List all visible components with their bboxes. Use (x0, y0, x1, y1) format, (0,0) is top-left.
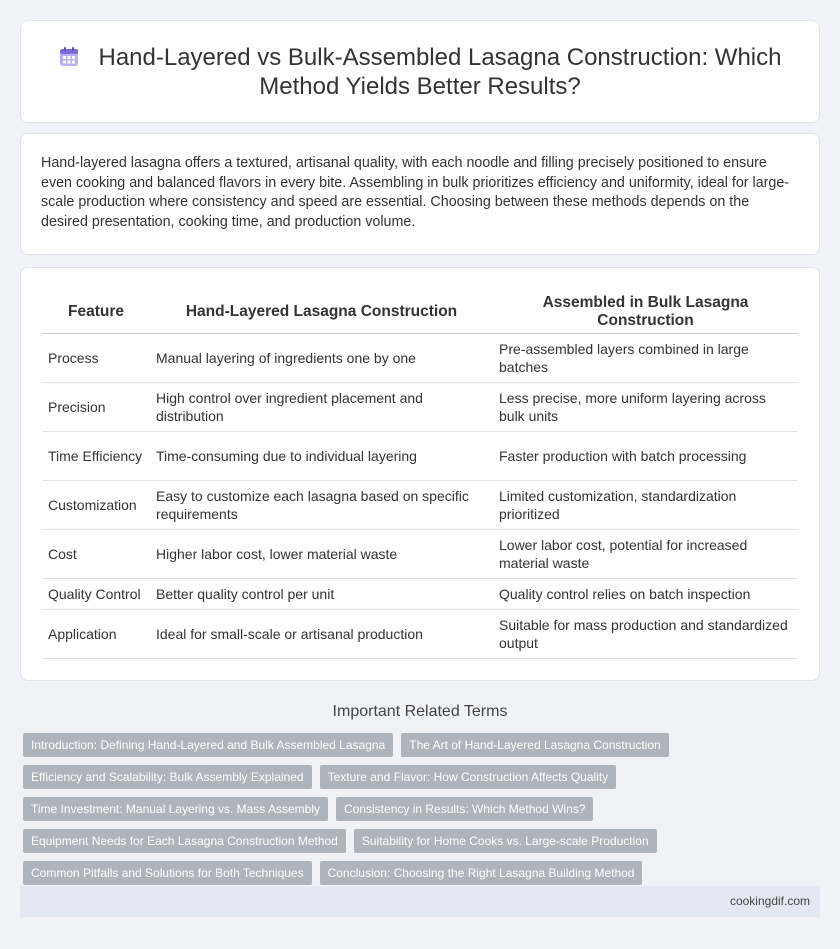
table-row (42, 579, 798, 610)
calendar-icon (58, 46, 80, 68)
tag-row (23, 861, 817, 885)
related-term-tag[interactable]: Suitability for Home Cooks vs. Large-scale Production (354, 829, 657, 853)
table-header-hand-layered: Hand-Layered Lasagna Construction (150, 290, 493, 334)
related-term-tag[interactable]: Efficiency and Scalability: Bulk Assembly Explained (23, 765, 312, 789)
table-row (42, 334, 798, 383)
table-cell-feature: Precision (42, 383, 150, 432)
table-cell-bulk: Lower labor cost, potential for increased material waste (493, 530, 798, 579)
table-cell-hand-layered: Higher labor cost, lower material waste (150, 530, 493, 579)
table-cell-hand-layered: Manual layering of ingredients one by one (150, 334, 493, 383)
table-row (42, 481, 798, 530)
title-card (20, 20, 820, 123)
table-cell-hand-layered: Ideal for small-scale or artisanal production (150, 610, 493, 659)
page-title (51, 43, 789, 101)
table-cell-feature: Process (42, 334, 150, 383)
footer (20, 886, 820, 917)
table-cell-bulk: Less precise, more uniform layering across bulk units (493, 383, 798, 432)
table-cell-bulk: Suitable for mass production and standardized output (493, 610, 798, 659)
page-title-text: Hand-Layered vs Bulk-Assembled Lasagna Construction: Which Method Yields Better Results? (98, 43, 782, 100)
table-cell-hand-layered: Time-consuming due to individual layering (150, 432, 493, 481)
table-cell-bulk: Limited customization, standardization prioritized (493, 481, 798, 530)
tag-row (23, 733, 817, 757)
table-row (42, 610, 798, 659)
table-cell-hand-layered: Better quality control per unit (150, 579, 493, 610)
comparison-table (42, 290, 798, 659)
table-cell-hand-layered: Easy to customize each lasagna based on specific requirements (150, 481, 493, 530)
table-cell-bulk: Pre-assembled layers combined in large batches (493, 334, 798, 383)
table-cell-feature: Customization (42, 481, 150, 530)
related-term-tag[interactable]: Introduction: Defining Hand-Layered and Bulk Assembled Lasagna (23, 733, 393, 757)
table-header-feature: Feature (42, 290, 150, 334)
tag-row (23, 765, 817, 789)
footer-site-link[interactable]: cookingdif.com (729, 894, 810, 908)
related-term-tag[interactable]: The Art of Hand-Layered Lasagna Construction (401, 733, 668, 757)
tag-row (23, 829, 817, 853)
tag-row (23, 797, 817, 821)
table-cell-feature: Time Efficiency (42, 432, 150, 481)
table-row (42, 383, 798, 432)
table-cell-hand-layered: High control over ingredient placement and distribution (150, 383, 493, 432)
related-term-tag[interactable]: Equipment Needs for Each Lasagna Construction Method (23, 829, 346, 853)
table-row (42, 432, 798, 481)
table-header-row (42, 290, 798, 334)
intro-paragraph: Hand-layered lasagna offers a textured, artisanal quality, with each noodle and filling precisely positioned to ensure even cooking and balanced flavors in every bite. Assembling in bulk prioritizes efficiency and uniformity, ideal for large-scale production where consistency and speed are essential. Choosing between these methods depends on the desired presentation, cooking time, and production volume. (41, 155, 790, 230)
related-term-tag[interactable]: Consistency in Results: Which Method Wins? (336, 797, 593, 821)
intro-card (20, 133, 820, 255)
comparison-table-card (20, 267, 820, 681)
related-term-tag[interactable]: Texture and Flavor: How Construction Affects Quality (320, 765, 617, 789)
related-term-tag[interactable]: Time Investment: Manual Layering vs. Mass Assembly (23, 797, 328, 821)
related-terms-list (20, 733, 820, 885)
related-terms-heading: Important Related Terms (332, 703, 508, 720)
table-cell-feature: Application (42, 610, 150, 659)
table-row (42, 530, 798, 579)
related-term-tag[interactable]: Common Pitfalls and Solutions for Both Techniques (23, 861, 312, 885)
table-header-bulk: Assembled in Bulk Lasagna Construction (493, 290, 798, 334)
table-cell-feature: Cost (42, 530, 150, 579)
table-cell-bulk: Faster production with batch processing (493, 432, 798, 481)
table-cell-feature: Quality Control (42, 579, 150, 610)
table-cell-bulk: Quality control relies on batch inspection (493, 579, 798, 610)
related-term-tag[interactable]: Conclusion: Choosing the Right Lasagna Building Method (320, 861, 643, 885)
